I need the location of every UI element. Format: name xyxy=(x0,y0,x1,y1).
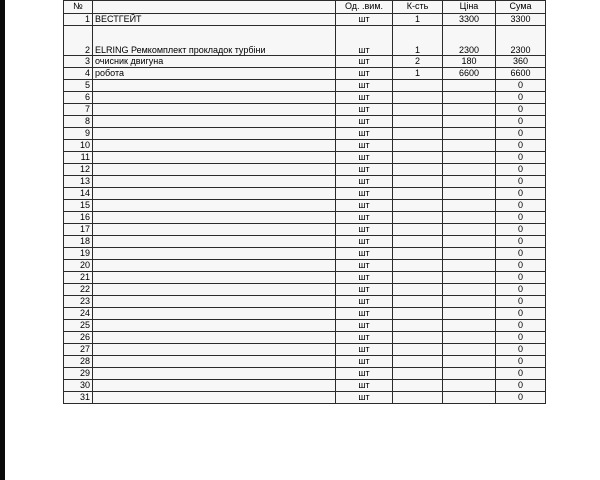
table-header xyxy=(64,1,546,14)
cell-quantity[interactable] xyxy=(393,368,443,380)
cell-number[interactable]: 28 xyxy=(64,356,93,368)
cell-number[interactable]: 7 xyxy=(64,104,93,116)
cell-quantity[interactable]: 2 xyxy=(393,56,443,68)
cell-description[interactable] xyxy=(93,332,336,344)
cell-description[interactable] xyxy=(93,248,336,260)
table-row[interactable] xyxy=(64,26,546,56)
cell-unit[interactable]: шт xyxy=(336,296,393,308)
cell-quantity[interactable] xyxy=(393,356,443,368)
cell-sum[interactable]: 0 xyxy=(496,212,546,224)
cell-unit[interactable]: шт xyxy=(336,320,393,332)
cell-unit[interactable]: шт xyxy=(336,128,393,140)
cell-sum[interactable]: 0 xyxy=(496,356,546,368)
cell-sum[interactable]: 0 xyxy=(496,92,546,104)
cell-number[interactable]: 6 xyxy=(64,92,93,104)
cell-number[interactable]: 27 xyxy=(64,344,93,356)
cell-number[interactable]: 31 xyxy=(64,392,93,404)
cell-number[interactable]: 18 xyxy=(64,236,93,248)
cell-number[interactable]: 17 xyxy=(64,224,93,236)
cell-quantity[interactable] xyxy=(393,176,443,188)
cell-unit[interactable]: шт xyxy=(336,260,393,272)
cell-description[interactable] xyxy=(93,236,336,248)
cell-price[interactable] xyxy=(443,332,496,344)
cell-unit[interactable]: шт xyxy=(336,68,393,80)
cell-unit[interactable]: шт xyxy=(336,26,393,56)
cell-description[interactable] xyxy=(93,308,336,320)
cell-quantity[interactable]: 1 xyxy=(393,14,443,26)
cell-sum[interactable]: 0 xyxy=(496,116,546,128)
table-row[interactable] xyxy=(64,380,546,392)
cell-description[interactable] xyxy=(93,296,336,308)
cell-sum[interactable]: 0 xyxy=(496,128,546,140)
cell-description[interactable] xyxy=(93,392,336,404)
cell-sum[interactable]: 0 xyxy=(496,236,546,248)
cell-description[interactable] xyxy=(93,272,336,284)
cell-quantity[interactable] xyxy=(393,92,443,104)
table-row[interactable] xyxy=(64,68,546,80)
cell-price[interactable] xyxy=(443,176,496,188)
cell-unit[interactable]: шт xyxy=(336,332,393,344)
cell-price[interactable] xyxy=(443,164,496,176)
cell-price[interactable] xyxy=(443,140,496,152)
cell-price[interactable] xyxy=(443,200,496,212)
invoice-items-table[interactable] xyxy=(63,0,546,404)
cell-price[interactable] xyxy=(443,212,496,224)
cell-price[interactable] xyxy=(443,296,496,308)
cell-unit[interactable]: шт xyxy=(336,14,393,26)
table-row[interactable] xyxy=(64,176,546,188)
cell-quantity[interactable] xyxy=(393,248,443,260)
cell-number[interactable]: 1 xyxy=(64,14,93,26)
cell-unit[interactable]: шт xyxy=(336,212,393,224)
cell-quantity[interactable] xyxy=(393,116,443,128)
cell-sum[interactable]: 0 xyxy=(496,380,546,392)
cell-quantity[interactable] xyxy=(393,380,443,392)
cell-sum[interactable]: 0 xyxy=(496,80,546,92)
cell-sum[interactable]: 0 xyxy=(496,392,546,404)
cell-price[interactable] xyxy=(443,272,496,284)
cell-sum[interactable]: 0 xyxy=(496,200,546,212)
cell-number[interactable]: 11 xyxy=(64,152,93,164)
cell-quantity[interactable]: 1 xyxy=(393,26,443,56)
cell-unit[interactable]: шт xyxy=(336,56,393,68)
cell-price[interactable] xyxy=(443,152,496,164)
cell-number[interactable]: 23 xyxy=(64,296,93,308)
cell-sum[interactable]: 2300 xyxy=(496,26,546,56)
cell-sum[interactable]: 360 xyxy=(496,56,546,68)
cell-sum[interactable]: 0 xyxy=(496,164,546,176)
table-row[interactable] xyxy=(64,356,546,368)
table-row[interactable] xyxy=(64,152,546,164)
cell-number[interactable]: 13 xyxy=(64,176,93,188)
table-row[interactable] xyxy=(64,284,546,296)
table-header-row xyxy=(64,1,546,14)
cell-sum[interactable]: 0 xyxy=(496,332,546,344)
cell-unit[interactable]: шт xyxy=(336,368,393,380)
column-header-description[interactable] xyxy=(93,1,336,14)
cell-sum[interactable]: 0 xyxy=(496,320,546,332)
table-row[interactable] xyxy=(64,116,546,128)
table-row[interactable] xyxy=(64,248,546,260)
cell-quantity[interactable] xyxy=(393,128,443,140)
column-header-number[interactable]: № xyxy=(64,1,93,14)
table-row[interactable] xyxy=(64,236,546,248)
cell-sum[interactable]: 0 xyxy=(496,272,546,284)
cell-price[interactable] xyxy=(443,392,496,404)
cell-unit[interactable]: шт xyxy=(336,80,393,92)
cell-unit[interactable]: шт xyxy=(336,224,393,236)
cell-price[interactable] xyxy=(443,380,496,392)
cell-sum[interactable]: 0 xyxy=(496,224,546,236)
cell-description[interactable] xyxy=(93,188,336,200)
table-row[interactable] xyxy=(64,320,546,332)
table-row[interactable] xyxy=(64,272,546,284)
cell-quantity[interactable] xyxy=(393,140,443,152)
cell-quantity[interactable] xyxy=(393,344,443,356)
cell-number[interactable]: 29 xyxy=(64,368,93,380)
cell-price[interactable] xyxy=(443,92,496,104)
cell-number[interactable]: 16 xyxy=(64,212,93,224)
cell-number[interactable]: 4 xyxy=(64,68,93,80)
cell-price[interactable]: 2300 xyxy=(443,26,496,56)
cell-price[interactable]: 6600 xyxy=(443,68,496,80)
cell-number[interactable]: 25 xyxy=(64,320,93,332)
cell-sum[interactable]: 0 xyxy=(496,140,546,152)
cell-description[interactable] xyxy=(93,212,336,224)
table-row[interactable] xyxy=(64,332,546,344)
cell-price[interactable] xyxy=(443,308,496,320)
cell-unit[interactable]: шт xyxy=(336,116,393,128)
cell-price[interactable] xyxy=(443,248,496,260)
cell-unit[interactable]: шт xyxy=(336,140,393,152)
cell-sum[interactable]: 0 xyxy=(496,248,546,260)
table-row[interactable] xyxy=(64,368,546,380)
cell-quantity[interactable] xyxy=(393,260,443,272)
table-row[interactable] xyxy=(64,200,546,212)
cell-quantity[interactable] xyxy=(393,272,443,284)
cell-quantity[interactable] xyxy=(393,332,443,344)
cell-number[interactable]: 3 xyxy=(64,56,93,68)
cell-quantity[interactable] xyxy=(393,284,443,296)
cell-sum[interactable]: 6600 xyxy=(496,68,546,80)
cell-price[interactable] xyxy=(443,128,496,140)
cell-quantity[interactable] xyxy=(393,212,443,224)
cell-number[interactable]: 21 xyxy=(64,272,93,284)
column-header-price[interactable]: Ціна xyxy=(443,1,496,14)
cell-quantity[interactable] xyxy=(393,80,443,92)
cell-unit[interactable]: шт xyxy=(336,284,393,296)
cell-number[interactable]: 30 xyxy=(64,380,93,392)
table-row[interactable] xyxy=(64,80,546,92)
table-row[interactable] xyxy=(64,344,546,356)
cell-description[interactable] xyxy=(93,92,336,104)
cell-price[interactable] xyxy=(443,236,496,248)
cell-unit[interactable]: шт xyxy=(336,104,393,116)
cell-description[interactable]: ВЕСТГЕЙТ xyxy=(93,14,336,26)
cell-unit[interactable]: шт xyxy=(336,248,393,260)
cell-description[interactable]: очисник двигуна xyxy=(93,56,336,68)
cell-sum[interactable]: 0 xyxy=(496,344,546,356)
cell-description[interactable] xyxy=(93,152,336,164)
cell-sum[interactable]: 3300 xyxy=(496,14,546,26)
table-row[interactable] xyxy=(64,128,546,140)
column-header-sum[interactable]: Сума xyxy=(496,1,546,14)
table-row[interactable] xyxy=(64,296,546,308)
table-body xyxy=(64,14,546,404)
cell-description[interactable] xyxy=(93,200,336,212)
cell-unit[interactable]: шт xyxy=(336,272,393,284)
cell-price[interactable] xyxy=(443,320,496,332)
cell-sum[interactable]: 0 xyxy=(496,284,546,296)
cell-price[interactable]: 180 xyxy=(443,56,496,68)
cell-description[interactable] xyxy=(93,356,336,368)
cell-description[interactable] xyxy=(93,284,336,296)
cell-price[interactable] xyxy=(443,224,496,236)
table-row[interactable] xyxy=(64,188,546,200)
cell-description[interactable] xyxy=(93,104,336,116)
cell-description[interactable] xyxy=(93,80,336,92)
table-row[interactable] xyxy=(64,104,546,116)
cell-number[interactable]: 8 xyxy=(64,116,93,128)
cell-description[interactable] xyxy=(93,140,336,152)
cell-quantity[interactable] xyxy=(393,296,443,308)
cell-quantity[interactable] xyxy=(393,308,443,320)
cell-quantity[interactable] xyxy=(393,236,443,248)
table-row[interactable] xyxy=(64,164,546,176)
cell-description[interactable] xyxy=(93,164,336,176)
cell-price[interactable] xyxy=(443,368,496,380)
cell-quantity[interactable] xyxy=(393,104,443,116)
cell-price[interactable] xyxy=(443,356,496,368)
cell-number[interactable]: 14 xyxy=(64,188,93,200)
cell-description[interactable] xyxy=(93,344,336,356)
table-row[interactable] xyxy=(64,92,546,104)
cell-price[interactable] xyxy=(443,260,496,272)
cell-unit[interactable]: шт xyxy=(336,392,393,404)
table-row[interactable] xyxy=(64,212,546,224)
cell-price[interactable] xyxy=(443,344,496,356)
cell-number[interactable]: 5 xyxy=(64,80,93,92)
cell-quantity[interactable] xyxy=(393,188,443,200)
cell-unit[interactable]: шт xyxy=(336,236,393,248)
cell-quantity[interactable]: 1 xyxy=(393,68,443,80)
cell-unit[interactable]: шт xyxy=(336,92,393,104)
cell-sum[interactable]: 0 xyxy=(496,260,546,272)
cell-sum[interactable]: 0 xyxy=(496,104,546,116)
table-row[interactable] xyxy=(64,224,546,236)
cell-unit[interactable]: шт xyxy=(336,344,393,356)
cell-sum[interactable]: 0 xyxy=(496,368,546,380)
cell-description[interactable] xyxy=(93,368,336,380)
cell-sum[interactable]: 0 xyxy=(496,152,546,164)
cell-sum[interactable]: 0 xyxy=(496,188,546,200)
cell-sum[interactable]: 0 xyxy=(496,176,546,188)
cell-unit[interactable]: шт xyxy=(336,164,393,176)
cell-price[interactable] xyxy=(443,284,496,296)
cell-quantity[interactable] xyxy=(393,320,443,332)
cell-unit[interactable]: шт xyxy=(336,380,393,392)
table-row[interactable] xyxy=(64,308,546,320)
cell-description[interactable] xyxy=(93,176,336,188)
cell-description[interactable] xyxy=(93,320,336,332)
cell-number[interactable]: 9 xyxy=(64,128,93,140)
column-header-quantity[interactable]: К-сть xyxy=(393,1,443,14)
cell-number[interactable]: 15 xyxy=(64,200,93,212)
cell-unit[interactable]: шт xyxy=(336,356,393,368)
table-row[interactable] xyxy=(64,392,546,404)
cell-description[interactable] xyxy=(93,128,336,140)
cell-description[interactable] xyxy=(93,116,336,128)
cell-description[interactable]: робота xyxy=(93,68,336,80)
table-row[interactable] xyxy=(64,140,546,152)
cell-number[interactable]: 10 xyxy=(64,140,93,152)
cell-description[interactable] xyxy=(93,224,336,236)
cell-unit[interactable]: шт xyxy=(336,200,393,212)
cell-unit[interactable]: шт xyxy=(336,152,393,164)
cell-quantity[interactable] xyxy=(393,164,443,176)
table-row[interactable] xyxy=(64,14,546,26)
cell-description[interactable] xyxy=(93,380,336,392)
cell-price[interactable] xyxy=(443,104,496,116)
cell-price[interactable] xyxy=(443,116,496,128)
cell-number[interactable]: 12 xyxy=(64,164,93,176)
cell-sum[interactable]: 0 xyxy=(496,296,546,308)
cell-price[interactable] xyxy=(443,188,496,200)
cell-number[interactable]: 22 xyxy=(64,284,93,296)
cell-description[interactable] xyxy=(93,260,336,272)
cell-number[interactable]: 26 xyxy=(64,332,93,344)
table-row[interactable] xyxy=(64,260,546,272)
cell-unit[interactable]: шт xyxy=(336,308,393,320)
cell-price[interactable] xyxy=(443,80,496,92)
spreadsheet-sheet-area xyxy=(5,0,600,480)
cell-quantity[interactable] xyxy=(393,152,443,164)
table-row[interactable] xyxy=(64,56,546,68)
cell-unit[interactable]: шт xyxy=(336,176,393,188)
column-header-unit[interactable]: Од. .вим. xyxy=(336,1,393,14)
cell-price[interactable]: 3300 xyxy=(443,14,496,26)
cell-unit[interactable]: шт xyxy=(336,188,393,200)
cell-quantity[interactable] xyxy=(393,200,443,212)
cell-sum[interactable]: 0 xyxy=(496,308,546,320)
cell-number[interactable]: 24 xyxy=(64,308,93,320)
cell-description[interactable]: ELRING Ремкомплект прокладок турбіни xyxy=(93,26,336,56)
cell-quantity[interactable] xyxy=(393,392,443,404)
cell-number[interactable]: 2 xyxy=(64,26,93,56)
cell-number[interactable]: 19 xyxy=(64,248,93,260)
cell-number[interactable]: 20 xyxy=(64,260,93,272)
cell-quantity[interactable] xyxy=(393,224,443,236)
